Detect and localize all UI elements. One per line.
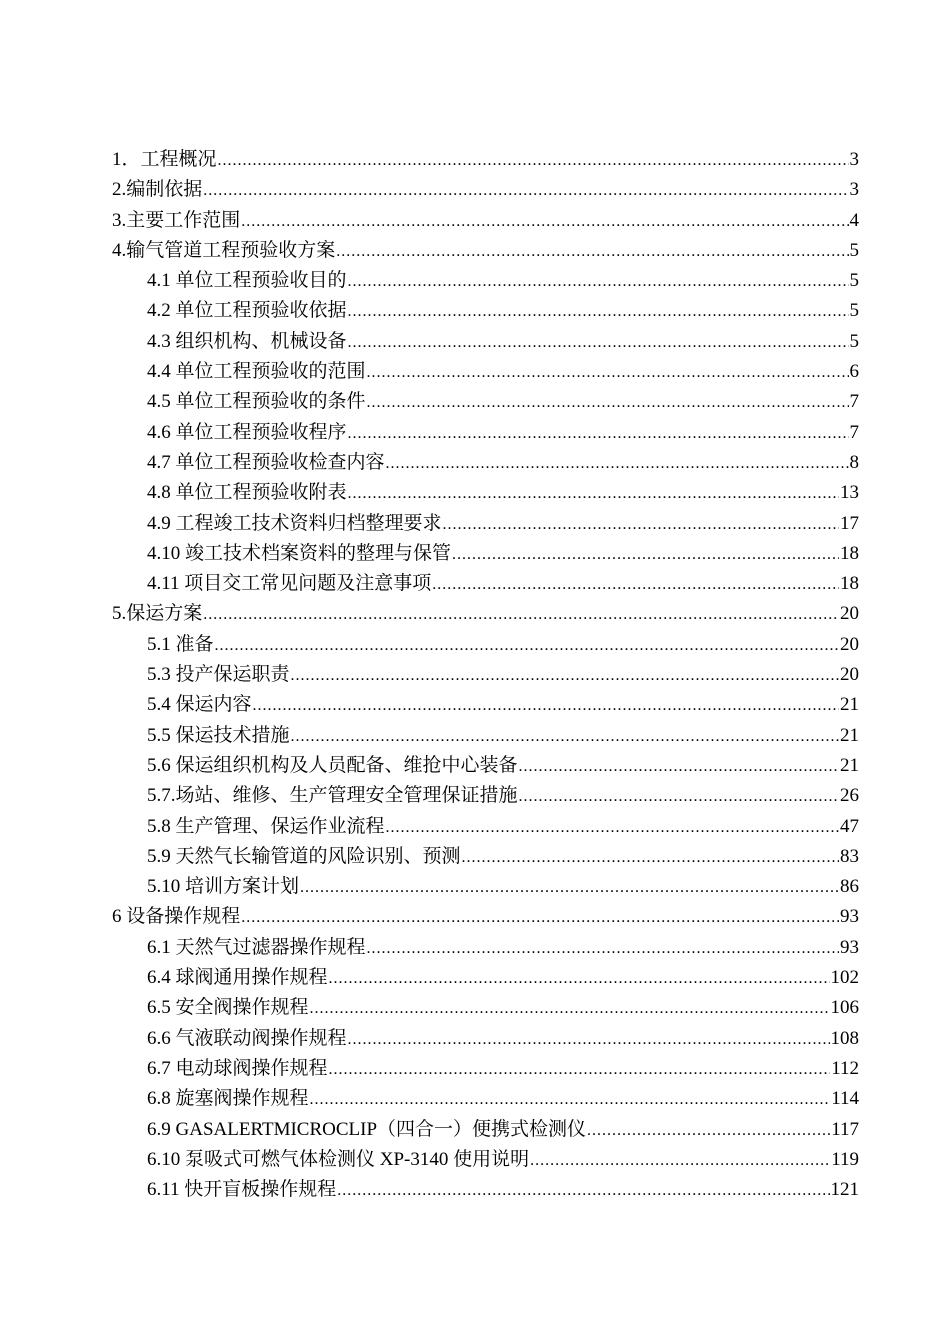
toc-entry-page-number: 18 [840, 573, 859, 595]
toc-entry[interactable] [112, 448, 859, 478]
toc-dot-leader [432, 570, 839, 600]
toc-dot-leader [215, 631, 839, 661]
toc-dot-leader [203, 176, 848, 206]
toc-entry-page-number: 3 [849, 149, 859, 170]
toc-entry[interactable] [112, 963, 859, 993]
toc-entry-title: 5.4 保运内容 [147, 694, 252, 716]
toc-entry-title: 4.9 工程竣工技术资料归档整理要求 [147, 512, 442, 534]
toc-entry[interactable] [112, 236, 859, 266]
toc-entry-title: 6.4 球阀通用操作规程 [147, 967, 328, 989]
toc-entry[interactable] [112, 478, 859, 508]
toc-dot-leader [337, 1176, 829, 1206]
toc-entry-page-number: 47 [840, 815, 859, 837]
toc-entry[interactable] [112, 387, 859, 417]
toc-entry-title: 5.保运方案 [112, 603, 203, 625]
toc-entry-page-number: 3 [849, 179, 859, 201]
toc-entry[interactable] [112, 993, 859, 1023]
table-of-contents [112, 145, 859, 1205]
toc-entry-title: 5.9 天然气长输管道的风险识别、预测 [147, 845, 461, 867]
toc-entry-title: 6.5 安全阀操作规程 [147, 997, 309, 1019]
toc-entry[interactable] [112, 1054, 859, 1084]
toc-entry-page-number: 8 [849, 451, 859, 473]
toc-entry-title: 6.6 气液联动阀操作规程 [147, 1027, 347, 1049]
toc-entry-title: 6.10 泵吸式可燃气体检测仪 XP-3140 使用说明 [147, 1148, 530, 1170]
toc-dot-leader [386, 813, 839, 843]
toc-entry[interactable] [112, 842, 859, 872]
toc-entry[interactable] [112, 145, 859, 175]
toc-entry-title: 6 设备操作规程 [112, 906, 241, 928]
toc-dot-leader [329, 1055, 831, 1085]
toc-entry-page-number: 17 [840, 512, 859, 534]
toc-entry-title: 5.1 准备 [147, 633, 214, 655]
toc-entry-page-number: 20 [840, 633, 859, 655]
toc-entry-page-number: 20 [840, 664, 859, 686]
toc-dot-leader [462, 843, 839, 873]
toc-dot-leader [218, 146, 849, 176]
toc-entry[interactable] [112, 599, 859, 629]
toc-entry-title: 5.7.场站、维修、生产管理安全管理保证措施 [147, 785, 518, 807]
toc-entry[interactable] [112, 660, 859, 690]
toc-entry-title: 6.8 旋塞阀操作规程 [147, 1088, 309, 1110]
toc-entry-page-number: 119 [831, 1148, 859, 1170]
toc-entry-page-number: 108 [830, 1027, 859, 1049]
toc-entry-title: 5.10 培训方案计划 [147, 876, 300, 898]
toc-entry-title: 4.7 单位工程预验收检查内容 [147, 451, 385, 473]
toc-entry-page-number: 93 [840, 906, 859, 928]
toc-entry-page-number: 5 [849, 239, 859, 261]
toc-entry[interactable] [112, 539, 859, 569]
toc-dot-leader [329, 964, 830, 994]
toc-dot-leader [253, 691, 839, 721]
toc-dot-leader [367, 934, 839, 964]
toc-dot-leader [386, 449, 849, 479]
toc-dot-leader [452, 540, 839, 570]
toc-entry-page-number: 21 [840, 694, 859, 716]
toc-dot-leader [203, 600, 839, 630]
toc-dot-leader [241, 207, 848, 237]
toc-entry-page-number: 21 [840, 724, 859, 746]
toc-entry-title: 4.11 项目交工常见问题及注意事项 [147, 573, 432, 595]
toc-entry-page-number: 4 [849, 209, 859, 231]
toc-entry[interactable] [112, 1175, 859, 1205]
toc-entry[interactable] [112, 418, 859, 448]
toc-dot-leader [348, 419, 849, 449]
toc-entry[interactable] [112, 812, 859, 842]
toc-entry-page-number: 112 [831, 1057, 859, 1079]
toc-entry-title: 6.9 GASALERTMICROCLIP（四合一）便携式检测仪 [147, 1118, 587, 1140]
toc-entry-title: 5.6 保运组织机构及人员配备、维抢中心装备 [147, 754, 518, 776]
toc-entry-page-number: 102 [830, 967, 859, 989]
toc-dot-leader [241, 903, 839, 933]
toc-entry[interactable] [112, 1084, 859, 1114]
toc-dot-leader [336, 237, 848, 267]
toc-dot-leader [367, 388, 849, 418]
toc-dot-leader [519, 782, 839, 812]
toc-dot-leader [310, 1085, 831, 1115]
toc-entry-page-number: 86 [840, 876, 859, 898]
toc-dot-leader [443, 510, 839, 540]
toc-entry[interactable] [112, 206, 859, 236]
toc-entry-title: 4.1 单位工程预验收目的 [147, 270, 347, 292]
toc-entry-title: 4.10 竣工技术档案资料的整理与保管 [147, 542, 452, 564]
toc-entry-title: 6.7 电动球阀操作规程 [147, 1057, 328, 1079]
toc-entry-page-number: 114 [831, 1088, 859, 1110]
toc-entry-title: 5.8 生产管理、保运作业流程 [147, 815, 385, 837]
toc-dot-leader [291, 661, 839, 691]
toc-entry-title: 4.6 单位工程预验收程序 [147, 421, 347, 443]
toc-entry-title: 5.3 投产保运职责 [147, 664, 290, 686]
toc-entry[interactable] [112, 569, 859, 599]
toc-entry-title: 4.3 组织机构、机械设备 [147, 330, 347, 352]
toc-entry-page-number: 6 [849, 361, 859, 383]
toc-entry[interactable] [112, 266, 859, 296]
toc-dot-leader [348, 267, 849, 297]
toc-entry[interactable] [112, 781, 859, 811]
toc-entry[interactable] [112, 1024, 859, 1054]
toc-entry[interactable] [112, 933, 859, 963]
toc-entry-page-number: 18 [840, 542, 859, 564]
toc-entry-page-number: 13 [840, 482, 859, 504]
toc-dot-leader [348, 297, 849, 327]
toc-entry-page-number: 5 [849, 300, 859, 322]
toc-dot-leader [530, 1146, 830, 1176]
toc-entry-title: 4.4 单位工程预验收的范围 [147, 361, 366, 383]
toc-entry-title: 5.5 保运技术措施 [147, 724, 290, 746]
toc-entry-title: 6.11 快开盲板操作规程 [147, 1179, 337, 1201]
toc-dot-leader [367, 358, 849, 388]
toc-entry-page-number: 21 [840, 754, 859, 776]
toc-dot-leader [300, 873, 839, 903]
toc-entry[interactable] [112, 721, 859, 751]
toc-entry-page-number: 7 [849, 421, 859, 443]
toc-entry[interactable] [112, 327, 859, 357]
toc-dot-leader [519, 752, 839, 782]
toc-entry-title: 2.编制依据 [112, 179, 203, 201]
toc-entry-title: 6.1 天然气过滤器操作规程 [147, 936, 366, 958]
toc-entry[interactable] [112, 902, 859, 932]
toc-entry[interactable] [112, 690, 859, 720]
toc-dot-leader [587, 1116, 830, 1146]
toc-entry-title: 4.5 单位工程预验收的条件 [147, 391, 366, 413]
toc-entry-page-number: 5 [849, 330, 859, 352]
toc-entry-page-number: 93 [840, 936, 859, 958]
toc-entry-title: 1．工程概况 [112, 149, 217, 170]
toc-entry-page-number: 7 [849, 391, 859, 413]
toc-entry-page-number: 117 [831, 1118, 859, 1140]
toc-entry-title: 3.主要工作范围 [112, 209, 241, 231]
toc-entry-page-number: 26 [840, 785, 859, 807]
toc-entry[interactable] [112, 751, 859, 781]
toc-entry[interactable] [112, 1145, 859, 1175]
toc-dot-leader [348, 479, 839, 509]
toc-dot-leader [291, 722, 839, 752]
toc-entry-page-number: 83 [840, 845, 859, 867]
toc-dot-leader [348, 1025, 830, 1055]
toc-entry[interactable] [112, 1115, 859, 1145]
toc-entry-page-number: 121 [830, 1179, 859, 1201]
toc-dot-leader [310, 994, 830, 1024]
toc-dot-leader [348, 328, 849, 358]
toc-entry-page-number: 5 [849, 270, 859, 292]
toc-entry[interactable] [112, 357, 859, 387]
toc-entry-page-number: 106 [830, 997, 859, 1019]
toc-entry[interactable] [112, 630, 859, 660]
toc-entry-title: 4.8 单位工程预验收附表 [147, 482, 347, 504]
toc-entry[interactable] [112, 872, 859, 902]
toc-entry-title: 4.输气管道工程预验收方案 [112, 239, 336, 261]
toc-entry-title: 4.2 单位工程预验收依据 [147, 300, 347, 322]
toc-entry[interactable] [112, 509, 859, 539]
toc-entry[interactable] [112, 296, 859, 326]
toc-entry-page-number: 20 [840, 603, 859, 625]
toc-entry[interactable] [112, 175, 859, 205]
